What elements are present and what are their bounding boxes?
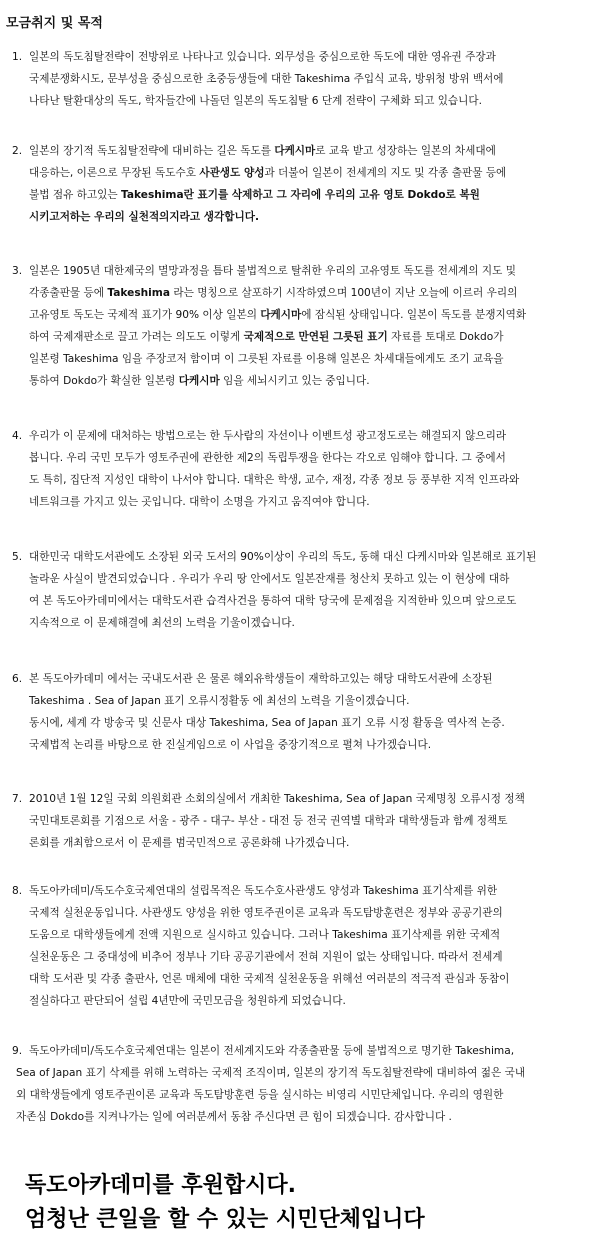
paragraph-line	[12, 1062, 525, 1084]
paragraph-line	[12, 712, 505, 734]
body-text: 라는 명칭으로 살포하기 시작하였으며 100년이 지난 오늘에 이르러 우리의	[170, 287, 518, 299]
paragraph-line	[12, 946, 509, 968]
paragraph-line	[12, 206, 506, 228]
body-text: 절실하다고 판단되어 설립 4년만에 국민모금을 청원하게 되었습니다.	[29, 995, 346, 1007]
paragraph-line	[12, 668, 505, 690]
body-text: 2010년 1월 12일 국회 의원회관 소회의실에서 개최한 Takeshima, Sea of Japan 국제명칭 오류시정 정책	[29, 793, 525, 805]
emphasized-text: Takeshima란 표기를 삭제하고 그 자리에 우리의 고유 영토 Dokdo로 복원	[120, 189, 480, 201]
paragraph-line	[12, 260, 526, 282]
body-text: 과 더불어 일본이 전세계의 지도 및 각종 출판물 등에	[264, 167, 507, 179]
body-text: 에 잠식된 상태입니다. 일본이 독도를 분쟁지역화	[301, 309, 527, 321]
body-text: 일본의 장기적 독도침탈전략에 대비하는 길은 독도를	[29, 145, 275, 157]
item-number: 5.	[12, 551, 23, 563]
body-text: 국제법적 논리를 바탕으로 한 진실게임으로 이 사업을 중장기적으로 펼쳐 나가겠습니다.	[29, 739, 432, 751]
emphasized-text: Takeshima	[107, 287, 170, 299]
paragraph-line	[12, 469, 519, 491]
paragraph-line	[12, 810, 525, 832]
item-number: 9.	[12, 1045, 23, 1057]
list-item	[12, 788, 525, 854]
list-item	[12, 140, 506, 228]
paragraph-line	[12, 46, 504, 68]
body-text: 대응하는, 이론으로 무장된 독도수호	[29, 167, 200, 179]
paragraph-line	[12, 1084, 525, 1106]
item-number: 3.	[12, 265, 23, 277]
paragraph-line	[12, 788, 525, 810]
body-text: 여 본 독도아카데미에서는 대학도서관 습격사건을 통하여 대학 당국에 문제점을 지적한바 있으며 앞으로도	[29, 595, 517, 607]
footer-line-2: 엄청난 큰일을 할 수 있는 시민단체입니다	[25, 1207, 425, 1232]
body-text: 외 대학생들에게 영토주권이론 교육과 독도탐방훈련 등을 실시하는 비영리 시민단체입니다. 우리의 영원한	[16, 1089, 504, 1101]
paragraph-line	[12, 690, 505, 712]
paragraph-line	[12, 326, 526, 348]
paragraph-line	[12, 880, 509, 902]
body-text: 놀라운 사실이 발견되었습니다 . 우리가 우리 땅 안에서도 일본잔재를 청산치 못하고 있는 이 현상에 대하	[29, 573, 510, 585]
body-text: 실천운동은 그 중대성에 비추어 정부나 기타 공공기관에서 전혀 지원이 없는 상태입니다. 따라서 전세계	[29, 951, 503, 963]
paragraph-line	[12, 546, 536, 568]
paragraph-line	[12, 140, 506, 162]
paragraph-line	[12, 902, 509, 924]
body-text: 불법 점유 하고있는	[29, 189, 121, 201]
emphasized-text: 다케시마	[274, 145, 316, 157]
paragraph-line	[12, 304, 526, 326]
body-text: 나타난 탈환대상의 독도, 학자들간에 나돌던 일본의 독도침탈 6 단계 전략이 구체화 되고 있습니다.	[29, 95, 482, 107]
body-text: 독도아카데미/독도수호국제연대는 일본이 전세계지도와 각종출판물 등에 불법적으로 명기한 Takeshima,	[29, 1045, 515, 1057]
emphasized-text: 다케시마	[260, 309, 302, 321]
body-text: 독도아카데미/독도수호국제연대의 설립목적은 독도수호사관생도 양성과 Takeshima 표기삭제를 위한	[29, 885, 498, 897]
paragraph-line	[12, 734, 505, 756]
paragraph-line	[12, 832, 525, 854]
body-text: 국민대토론회를 기점으로 서울 - 광주 - 대구- 부산 - 대전 등 전국 권역별 대학과 대학생들과 함께 정책토	[29, 815, 508, 827]
item-number: 1.	[12, 51, 23, 63]
paragraph-line	[12, 968, 509, 990]
item-number: 2.	[12, 145, 23, 157]
body-text: 우리가 이 문제에 대처하는 방법으로는 한 두사람의 자선이나 이벤트성 광고정도로는 해결되지 않으리라	[29, 430, 507, 442]
body-text: 대한민국 대학도서관에도 소장된 외국 도서의 90%이상이 우리의 독도, 동해 대신 다케시마와 일본해로 표기된	[29, 551, 537, 563]
paragraph-line	[12, 162, 506, 184]
body-text: 국제분쟁화시도, 문부성을 중심으로한 초중등생들에 대한 Takeshima 주입식 교육, 방위청 방위 백서에	[29, 73, 504, 85]
body-text: 봅니다. 우리 국민 모두가 영토주권에 관한한 제2의 독립투쟁을 한다는 각오로 임해야 합니다. 그 중에서	[29, 452, 506, 464]
body-text: 론회를 개최함으로서 이 문제를 범국민적으로 공론화해 나가겠습니다.	[29, 837, 350, 849]
paragraph-line	[12, 612, 536, 634]
emphasized-text: 국제적으로 만연된 그릇된 표기	[243, 331, 388, 343]
body-text: 본 독도아카데미 에서는 국내도서관 은 물론 해외유학생들이 재학하고있는 해당 대학도서관에 소장된	[29, 673, 493, 685]
paragraph-line	[12, 68, 504, 90]
item-number: 8.	[12, 885, 23, 897]
emphasized-text: 다케시마	[178, 375, 220, 387]
list-item	[12, 546, 536, 634]
body-text: 도움으로 대학생들에게 전액 지원으로 실시하고 있습니다. 그러나 Takeshima 표기삭제를 위한 국제적	[29, 929, 501, 941]
paragraph-line	[12, 990, 509, 1012]
paragraph-line	[12, 1040, 525, 1062]
paragraph-line	[12, 425, 519, 447]
body-text: 고유영토 독도는 국제적 표기가 90% 이상 일본의	[29, 309, 261, 321]
list-item	[12, 880, 509, 1012]
body-text: 대학 도서관 및 각종 출판사, 언론 매체에 대한 국제적 실천운동을 위해선 여러분의 적극적 관심과 동참이	[29, 973, 510, 985]
body-text: 통하여 Dokdo가 확실한 일본령	[29, 375, 179, 387]
item-number: 6.	[12, 673, 23, 685]
paragraph-line	[12, 184, 506, 206]
body-text: 동시에, 세계 각 방송국 및 신문사 대상 Takeshima, Sea of Japan 표기 오류 시정 활동을 역사적 논증.	[29, 717, 505, 729]
paragraph-line	[12, 370, 526, 392]
body-text: 자료를 토대로 Dokdo가	[387, 331, 504, 343]
body-text: Takeshima . Sea of Japan 표기 오류시정활동 에 최선의 노력을 기울이겠습니다.	[29, 695, 410, 707]
paragraph-line	[12, 590, 536, 612]
list-item	[12, 1040, 525, 1128]
body-text: 도 특히, 집단적 지성인 대학이 나서야 합니다. 대학은 학생, 교수, 재정, 각종 정보 등 풍부한 지적 인프라와	[29, 474, 520, 486]
body-text: 임을 세뇌시키고 있는 중입니다.	[219, 375, 370, 387]
body-text: Sea of Japan 표기 삭제를 위해 노력하는 국제적 조직이며, 일본의 장기적 독도침탈전략에 대비하여 젊은 국내	[16, 1067, 526, 1079]
emphasized-text: 사관생도 양성	[199, 167, 265, 179]
body-text: 일본의 독도침탈전략이 전방위로 나타나고 있습니다. 외무성을 중심으로한 독도에 대한 영유권 주장과	[29, 51, 496, 63]
list-item	[12, 46, 504, 112]
body-text: 지속적으로 이 문제해결에 최선의 노력을 기울이겠습니다.	[29, 617, 295, 629]
item-number: 7.	[12, 793, 23, 805]
body-text: 일본은 1905년 대한제국의 멸망과정을 틈타 불법적으로 탈취한 우리의 고유영토 독도를 전세계의 지도 및	[29, 265, 516, 277]
paragraph-line	[12, 568, 536, 590]
paragraph-line	[12, 282, 526, 304]
paragraph-line	[12, 491, 519, 513]
list-item	[12, 260, 526, 392]
body-text: 일본령 Takeshima 임을 주장코저 함이며 이 그릇된 자료를 이용해 일본은 차세대들에게도 조기 교육을	[29, 353, 504, 365]
body-text: 네트워크를 가지고 있는 곳입니다. 대학이 소명을 가지고 움직여야 합니다.	[29, 496, 370, 508]
paragraph-line	[12, 90, 504, 112]
emphasized-text: 시키고저하는 우리의 실천적의지라고 생각합니다.	[29, 211, 259, 223]
paragraph-line	[12, 348, 526, 370]
paragraph-line	[12, 447, 519, 469]
body-text: 국제적 실천운동입니다. 사관생도 양성을 위한 영토주권이론 교육과 독도탐방훈련은 정부와 공공기관의	[29, 907, 503, 919]
page-title: 모금취지 및 목적	[6, 16, 103, 31]
body-text: 로 교육 받고 성장하는 일본의 차세대에	[315, 145, 496, 157]
list-item	[12, 668, 505, 756]
paragraph-line	[12, 924, 509, 946]
body-text: 하여 국제재판소로 끌고 가려는 의도도 이렇게	[29, 331, 244, 343]
body-text: 자존심 Dokdo를 지켜나가는 일에 여러분께서 동참 주신다면 큰 힘이 되겠습니다. 감사합니다 .	[16, 1111, 452, 1123]
paragraph-line	[12, 1106, 525, 1128]
list-item	[12, 425, 519, 513]
body-text: 각종출판물 등에	[29, 287, 108, 299]
item-number: 4.	[12, 430, 23, 442]
footer-line-1: 독도아카데미를 후원합시다.	[25, 1173, 297, 1198]
